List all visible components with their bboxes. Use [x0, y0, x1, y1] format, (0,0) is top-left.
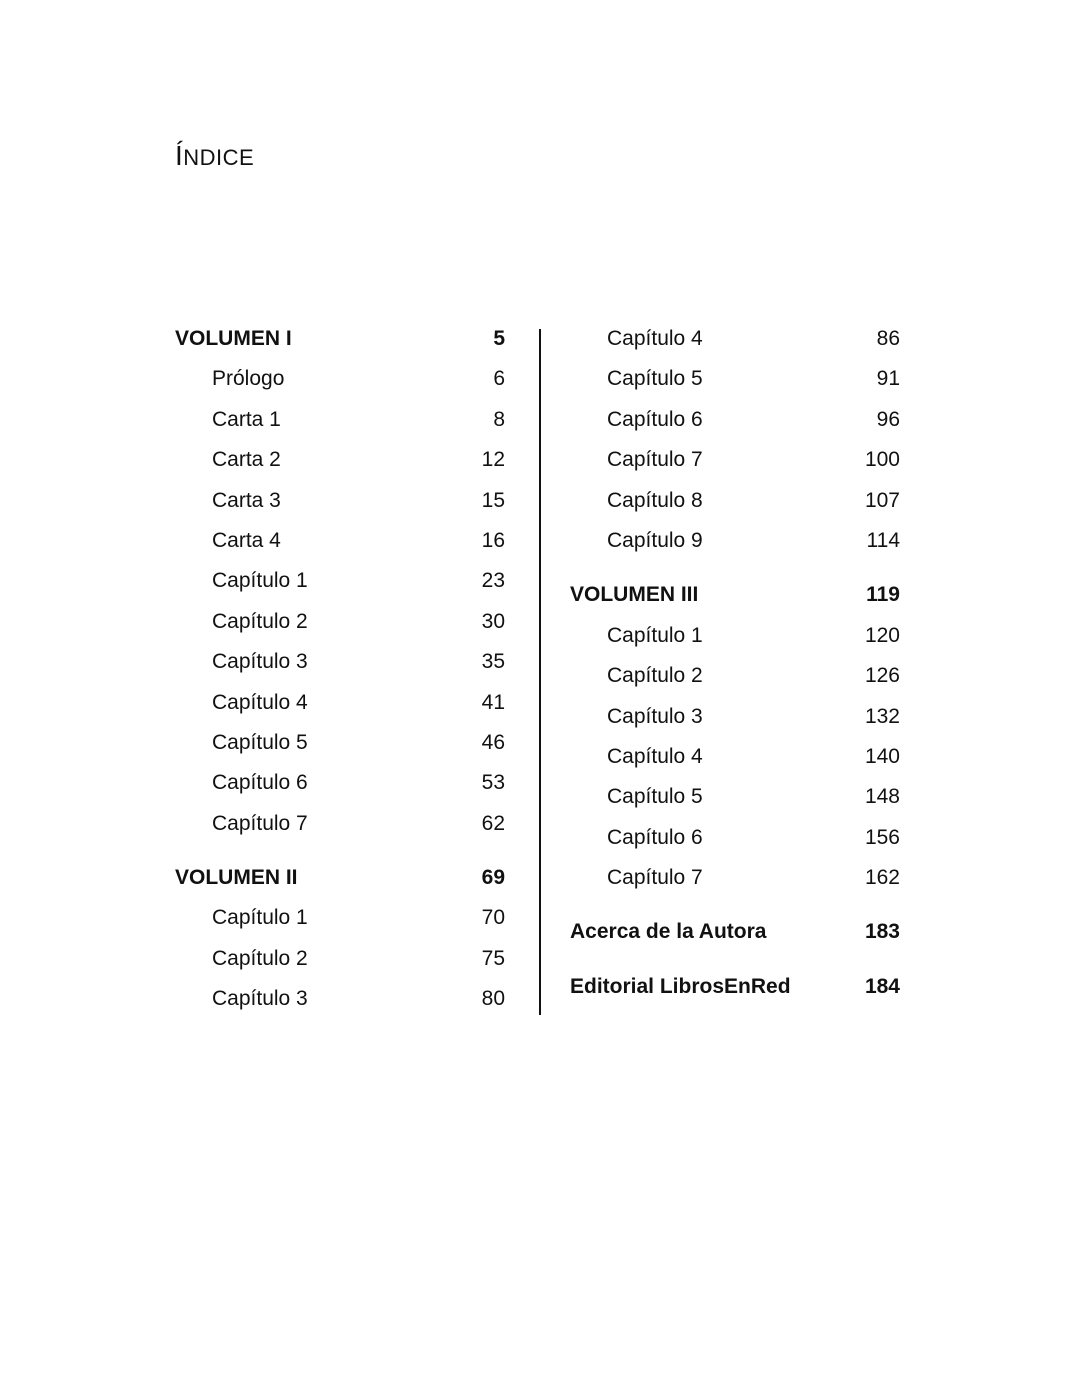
page-title-rest: NDICE	[183, 145, 255, 170]
toc-entry-page-number: 120	[864, 623, 900, 647]
toc-entry[interactable]	[570, 818, 900, 858]
toc-entry-label: Capítulo 4	[607, 327, 703, 350]
toc-entry-page-number: 41	[481, 690, 505, 714]
toc-entry-label: Capítulo 2	[212, 609, 308, 633]
page-title	[175, 142, 254, 170]
toc-entry[interactable]	[570, 521, 900, 561]
toc-entry-label: Carta 2	[212, 448, 281, 472]
toc-entry-page-number: 69	[481, 866, 505, 890]
toc-entry-label: Capítulo 6	[607, 825, 703, 849]
toc-entry-page-number: 91	[876, 367, 900, 391]
toc-entry-label: Capítulo 8	[607, 488, 703, 512]
toc-entry[interactable]	[570, 777, 900, 817]
toc-entry[interactable]	[175, 440, 505, 480]
toc-entry-label: Capítulo 7	[212, 811, 308, 835]
toc-entry-label: Capítulo 2	[212, 946, 308, 970]
toc-entry-page-number: 96	[876, 407, 900, 431]
toc-entry[interactable]	[570, 359, 900, 399]
toc-entry-label: Carta 3	[212, 488, 281, 512]
toc-entry-page-number: 100	[864, 448, 900, 472]
toc-entry[interactable]	[570, 319, 900, 359]
toc-entry-label: Editorial LibrosEnRed	[570, 974, 791, 998]
toc-entry-label: Capítulo 3	[607, 704, 703, 728]
toc-entry-label: Capítulo 6	[212, 771, 308, 795]
toc-entry-label: Capítulo 1	[607, 623, 703, 647]
toc-entry-page-number: 53	[481, 771, 505, 795]
toc-entry[interactable]	[570, 400, 900, 440]
toc-entry-label: VOLUMEN II	[175, 866, 298, 890]
toc-entry-page-number: 184	[864, 974, 900, 998]
toc-entry-page-number: 46	[481, 730, 505, 754]
toc-entry[interactable]	[570, 616, 900, 656]
toc-entry-label: Capítulo 6	[607, 407, 703, 431]
toc-entry-page-number: 70	[481, 906, 505, 930]
toc-entry[interactable]	[175, 481, 505, 521]
toc-entry-label: Capítulo 9	[607, 528, 703, 552]
toc-entry[interactable]	[175, 521, 505, 561]
toc-entry-label: Capítulo 2	[607, 664, 703, 688]
toc-entry-page-number: 126	[864, 664, 900, 688]
toc-section-entry[interactable]	[175, 319, 505, 359]
toc-entry-page-number: 23	[481, 569, 505, 593]
toc-entry-page-number: 15	[481, 488, 505, 512]
toc-section-entry[interactable]	[570, 967, 900, 1007]
toc-entry-label: Capítulo 4	[607, 744, 703, 768]
toc-entry-page-number: 156	[864, 825, 900, 849]
toc-entry-label: Capítulo 4	[212, 690, 308, 714]
toc-entry-page-number: 132	[864, 704, 900, 728]
toc-section-entry[interactable]	[570, 575, 900, 615]
toc-entry-label: Capítulo 5	[607, 367, 703, 391]
toc-section-entry[interactable]	[570, 912, 900, 952]
toc-right-column	[570, 319, 900, 1007]
column-divider	[539, 329, 541, 1015]
toc-entry[interactable]	[175, 683, 505, 723]
toc-entry-label: Capítulo 1	[212, 569, 308, 593]
toc-entry-page-number: 75	[481, 946, 505, 970]
toc-entry[interactable]	[175, 939, 505, 979]
toc-entry-page-number: 12	[481, 448, 505, 472]
toc-entry-label: Prólogo	[212, 367, 285, 391]
toc-entry-label: VOLUMEN III	[570, 583, 699, 607]
toc-entry-label: Carta 4	[212, 528, 281, 552]
toc-entry[interactable]	[570, 737, 900, 777]
toc-entry[interactable]	[570, 858, 900, 898]
toc-entry-page-number: 86	[876, 327, 900, 350]
toc-entry-label: Carta 1	[212, 407, 281, 431]
toc-entry[interactable]	[570, 440, 900, 480]
toc-entry-page-number: 80	[481, 987, 505, 1011]
toc-entry-page-number: 6	[493, 367, 505, 391]
toc-entry-label: Capítulo 5	[607, 785, 703, 809]
toc-entry-page-number: 35	[481, 650, 505, 674]
page-title-initial: Í	[175, 140, 184, 171]
toc-entry-label: Acerca de la Autora	[570, 920, 767, 944]
toc-entry[interactable]	[570, 697, 900, 737]
toc-entry-label: Capítulo 7	[607, 866, 703, 890]
toc-entry-page-number: 148	[864, 785, 900, 809]
toc-entry[interactable]	[175, 561, 505, 601]
toc-entry-page-number: 140	[864, 744, 900, 768]
toc-entry-page-number: 162	[864, 866, 900, 890]
toc-entry-page-number: 8	[493, 407, 505, 431]
toc-entry-page-number: 5	[493, 327, 505, 350]
toc-entry-page-number: 16	[481, 528, 505, 552]
toc-entry-page-number: 183	[864, 920, 900, 944]
toc-left-column	[175, 319, 505, 1020]
toc-entry-page-number: 107	[864, 488, 900, 512]
toc-entry-label: Capítulo 7	[607, 448, 703, 472]
toc-entry[interactable]	[175, 642, 505, 682]
toc-entry-page-number: 114	[866, 528, 900, 552]
toc-entry[interactable]	[175, 400, 505, 440]
toc-entry-label: Capítulo 3	[212, 650, 308, 674]
toc-entry[interactable]	[175, 723, 505, 763]
toc-entry[interactable]	[175, 359, 505, 399]
toc-entry[interactable]	[175, 979, 505, 1019]
toc-entry[interactable]	[175, 763, 505, 803]
toc-section-entry[interactable]	[175, 858, 505, 898]
toc-entry[interactable]	[175, 602, 505, 642]
toc-entry[interactable]	[570, 481, 900, 521]
toc-entry-label: Capítulo 1	[212, 906, 308, 930]
toc-entry[interactable]	[175, 898, 505, 938]
toc-entry-label: Capítulo 3	[212, 987, 308, 1011]
toc-entry[interactable]	[175, 804, 505, 844]
toc-entry-label: Capítulo 5	[212, 730, 308, 754]
toc-entry[interactable]	[570, 656, 900, 696]
toc-entry-page-number: 30	[481, 609, 505, 633]
toc-entry-label: VOLUMEN I	[175, 327, 292, 350]
toc-entry-page-number: 119	[866, 583, 900, 607]
toc-entry-page-number: 62	[481, 811, 505, 835]
